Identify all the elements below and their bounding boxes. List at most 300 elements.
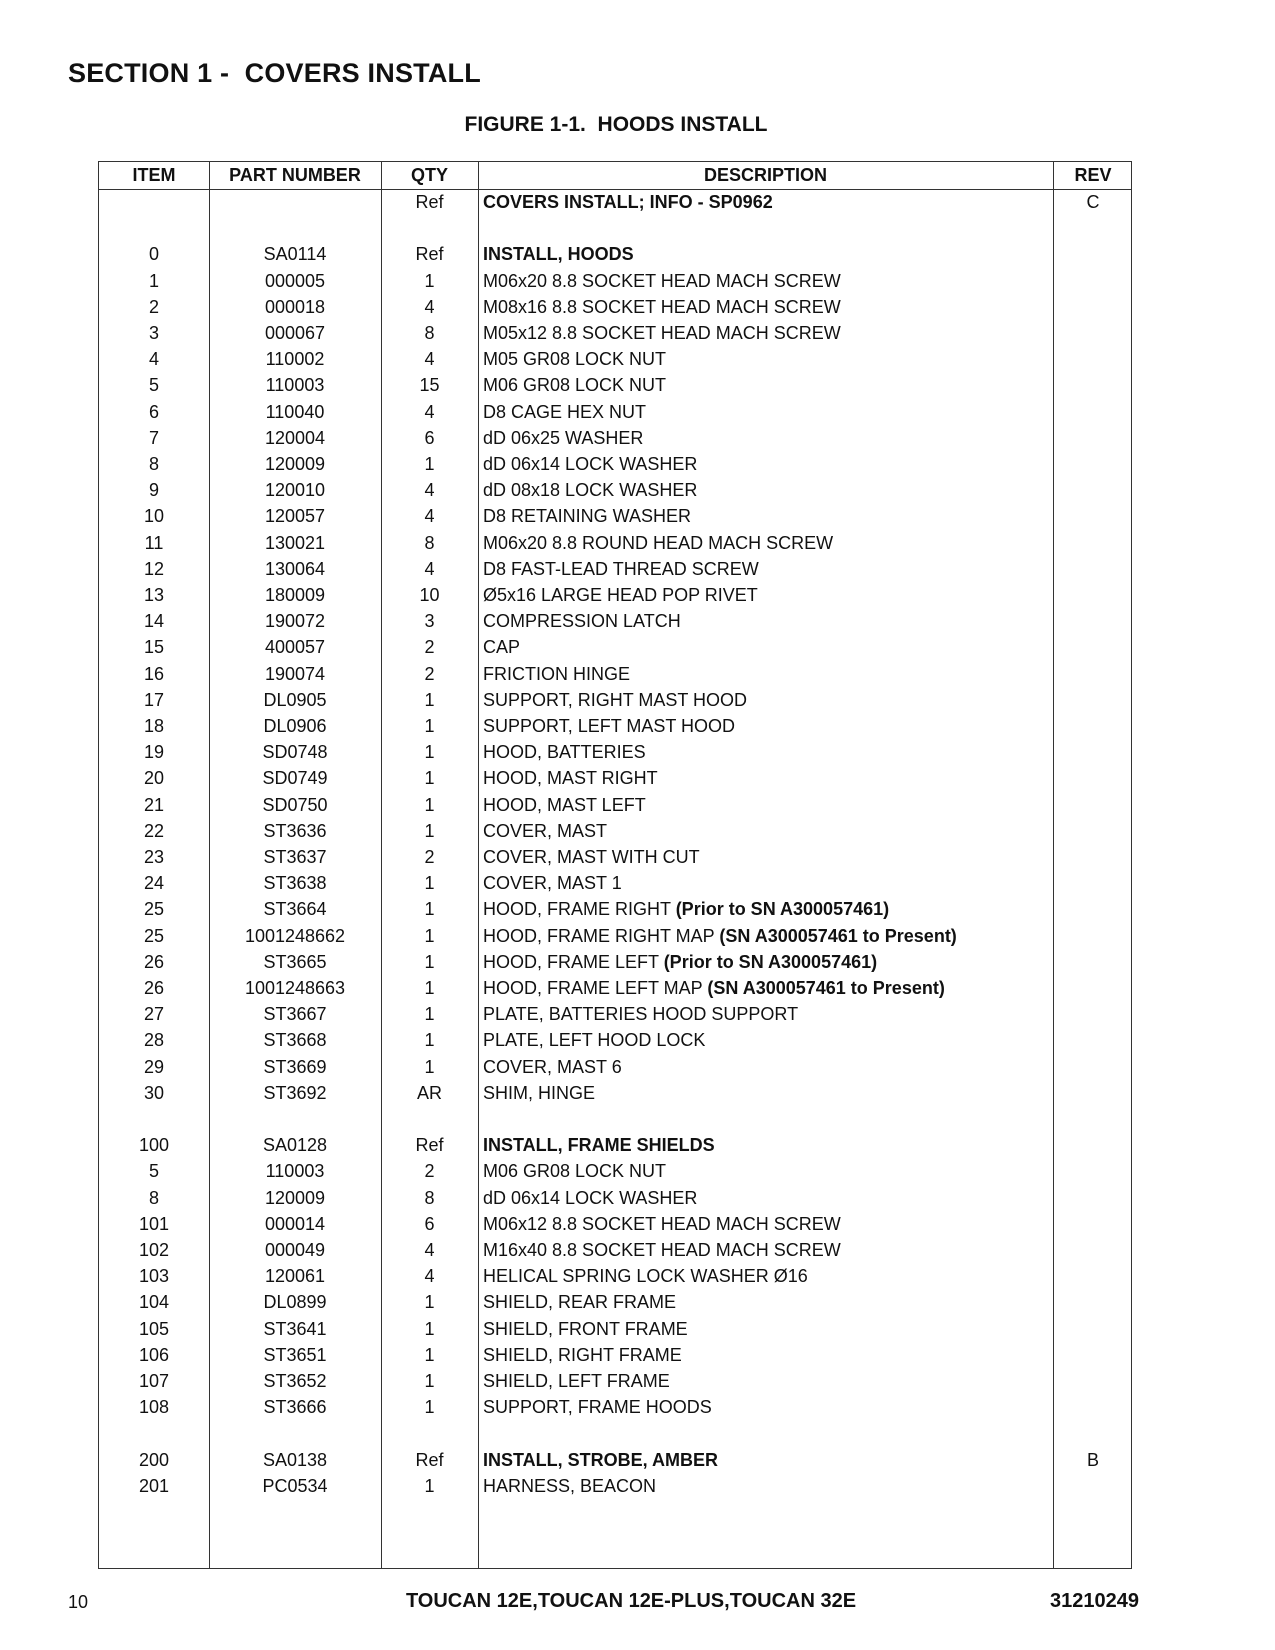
part-number-cell: DL0905 — [263, 689, 327, 710]
part-number-cell: 120057 — [264, 506, 326, 527]
rev-cell — [1053, 1394, 1133, 1421]
description-cell — [483, 1342, 1053, 1369]
description-cell — [483, 1237, 1053, 1264]
qty-cell: 10 — [419, 585, 440, 605]
part-number-cell: SA0128 — [262, 1135, 328, 1156]
qty-cell: 4 — [424, 349, 435, 370]
description-cell — [483, 294, 1053, 321]
rev-cell — [1053, 818, 1133, 845]
item-cell: 20 — [143, 768, 165, 789]
description-text: HOOD, FRAME RIGHT — [483, 899, 676, 920]
description-text: FRICTION HINGE — [483, 663, 630, 684]
qty-cell: 1 — [424, 1475, 435, 1496]
header-rev: REV — [1074, 165, 1112, 185]
item-cell: 28 — [143, 1030, 165, 1051]
table-row — [99, 844, 1131, 871]
table-row — [99, 713, 1131, 740]
part-number-cell: 000049 — [264, 1240, 326, 1260]
part-number-cell: SD0750 — [262, 794, 328, 815]
description-text: SHIELD, FRONT FRAME — [483, 1318, 688, 1339]
qty-cell: 1 — [424, 820, 435, 841]
qty-cell: 3 — [424, 611, 435, 632]
part-number-cell: ST3668 — [263, 1030, 327, 1051]
description-text: D8 CAGE HEX NUT — [483, 401, 647, 422]
item-cell: 8 — [148, 1187, 159, 1208]
qty-cell: 1 — [424, 716, 435, 736]
description-text: SHIM, HINGE — [483, 1082, 596, 1103]
part-number-cell: 130064 — [264, 558, 326, 579]
part-number-cell: ST3651 — [263, 1344, 327, 1365]
qty-cell: 4 — [424, 296, 435, 317]
qty-cell: 1 — [424, 925, 435, 946]
table-row — [99, 870, 1131, 897]
rev-cell — [1053, 765, 1133, 792]
rev-cell — [1053, 1342, 1133, 1369]
qty-cell: 4 — [424, 558, 435, 579]
qty-cell: Ref — [415, 1449, 444, 1470]
qty-cell: 1 — [424, 768, 435, 789]
description-text: HOOD, FRAME LEFT MAP — [483, 978, 708, 998]
rev-cell — [1053, 896, 1133, 923]
description-text: HOOD, FRAME RIGHT MAP — [483, 925, 720, 946]
rev-cell — [1053, 1237, 1133, 1264]
table-header-row — [99, 162, 1131, 189]
item-cell: 1 — [148, 270, 159, 291]
description-cell — [483, 1027, 1053, 1054]
description-text: M05 GR08 LOCK NUT — [483, 349, 667, 370]
qty-cell: 1 — [424, 1371, 435, 1391]
table-row — [99, 687, 1131, 714]
part-number-cell: 120009 — [264, 1187, 326, 1208]
part-number-cell: DL0899 — [263, 1292, 327, 1313]
description-text: SUPPORT, FRAME HOODS — [483, 1397, 712, 1418]
qty-cell: 2 — [424, 1161, 435, 1182]
table-row — [99, 477, 1131, 504]
table-row — [99, 634, 1131, 661]
qty-cell: 4 — [424, 1266, 435, 1287]
rev-cell — [1053, 582, 1133, 609]
rev-cell — [1053, 451, 1133, 478]
description-cell — [483, 1080, 1053, 1107]
rev-cell — [1053, 1001, 1133, 1028]
serial-range-note: (SN A300057461 to Present) — [707, 978, 945, 998]
qty-cell: 1 — [424, 742, 435, 763]
description-text: dD 06x14 LOCK WASHER — [483, 1187, 698, 1208]
qty-cell: Ref — [415, 244, 444, 265]
rev-cell — [1053, 661, 1133, 688]
item-cell: 100 — [138, 1135, 170, 1156]
item-cell: 12 — [143, 558, 165, 579]
rev-cell — [1053, 1054, 1133, 1081]
description-cell — [483, 1447, 1053, 1474]
part-number-cell: DL0906 — [263, 716, 327, 736]
description-text: COVERS INSTALL; INFO - SP0962 — [483, 192, 773, 212]
table-row — [99, 320, 1131, 347]
item-cell: 101 — [138, 1213, 170, 1234]
item-cell: 26 — [143, 951, 165, 972]
table-row — [99, 189, 1131, 216]
item-cell: 25 — [143, 925, 165, 946]
qty-cell: 8 — [424, 323, 435, 343]
qty-cell: 8 — [424, 1187, 435, 1208]
table-row — [99, 503, 1131, 530]
table-row — [99, 1080, 1131, 1107]
description-text: D8 RETAINING WASHER — [483, 506, 692, 527]
item-cell: 15 — [143, 637, 165, 658]
table-row — [99, 1342, 1131, 1369]
description-text: PLATE, LEFT HOOD LOCK — [483, 1030, 706, 1051]
table-row — [99, 1054, 1131, 1081]
rev-cell — [1053, 399, 1133, 426]
qty-cell: 15 — [419, 375, 440, 396]
description-cell — [483, 372, 1053, 399]
table-row — [99, 1211, 1131, 1238]
rev-cell — [1053, 241, 1133, 268]
table-row — [99, 975, 1131, 1002]
table-row — [99, 1185, 1131, 1212]
table-row — [99, 241, 1131, 268]
item-cell: 5 — [148, 1161, 159, 1182]
qty-cell: 1 — [424, 978, 435, 998]
description-text: HOOD, MAST LEFT — [483, 794, 646, 815]
description-cell — [483, 818, 1053, 845]
serial-range-note: (Prior to SN A300057461) — [675, 899, 890, 920]
part-number-cell — [209, 189, 381, 216]
description-cell — [483, 1001, 1053, 1028]
description-text: HOOD, FRAME LEFT — [483, 951, 664, 972]
qty-cell: 1 — [424, 454, 435, 474]
serial-range-note: (SN A300057461 to Present) — [719, 925, 957, 946]
description-cell — [483, 870, 1053, 897]
description-cell — [483, 1473, 1053, 1500]
item-cell: 30 — [143, 1082, 165, 1103]
description-cell — [483, 1054, 1053, 1081]
part-number-cell: PC0534 — [262, 1475, 328, 1496]
part-number-cell: 000018 — [264, 296, 326, 317]
part-number-cell: ST3665 — [263, 951, 327, 972]
table-row — [99, 372, 1131, 399]
part-number-cell: SD0748 — [262, 742, 328, 763]
rev-cell — [1053, 425, 1133, 452]
header-description: DESCRIPTION — [703, 165, 827, 185]
rev-cell — [1053, 530, 1133, 557]
description-text: M06 GR08 LOCK NUT — [483, 375, 667, 396]
description-text: M16x40 8.8 SOCKET HEAD MACH SCREW — [483, 1240, 841, 1260]
description-cell — [483, 425, 1053, 452]
description-cell — [483, 556, 1053, 583]
parts-table — [98, 161, 1132, 1569]
part-number-cell: 120010 — [264, 480, 326, 501]
qty-cell: 1 — [424, 1344, 435, 1365]
item-cell: 10 — [143, 506, 165, 527]
rev-cell — [1053, 268, 1133, 295]
part-number-cell: 000014 — [264, 1213, 326, 1234]
table-row — [99, 1001, 1131, 1028]
description-cell — [483, 975, 1053, 1002]
part-number-cell: ST3669 — [263, 1056, 327, 1077]
description-cell — [483, 503, 1053, 530]
description-text: SUPPORT, LEFT MAST HOOD — [483, 716, 736, 736]
description-cell — [483, 1132, 1053, 1159]
description-cell — [483, 765, 1053, 792]
table-row — [99, 792, 1131, 819]
item-cell: 21 — [143, 794, 165, 815]
description-text: CAP — [483, 637, 521, 658]
description-text: COVER, MAST — [483, 820, 608, 841]
rev-cell — [1053, 634, 1133, 661]
page-number: 10 — [68, 1592, 89, 1612]
table-row — [99, 346, 1131, 373]
qty-cell: Ref — [415, 192, 444, 212]
rev-cell — [1053, 713, 1133, 740]
rev-cell — [1053, 1132, 1133, 1159]
table-row — [99, 1368, 1131, 1395]
item-cell: 4 — [148, 349, 159, 370]
rev-cell — [1053, 503, 1133, 530]
table-row — [99, 1263, 1131, 1290]
qty-cell: 1 — [424, 1004, 435, 1025]
item-cell: 103 — [138, 1266, 170, 1287]
section-title: SECTION 1 - COVERS INSTALL — [68, 58, 481, 88]
item-cell: 8 — [148, 454, 159, 474]
description-cell — [483, 661, 1053, 688]
description-text: M05x12 8.8 SOCKET HEAD MACH SCREW — [483, 323, 841, 343]
rev-cell — [1053, 608, 1133, 635]
qty-cell: 4 — [424, 480, 435, 501]
table-row — [99, 661, 1131, 688]
description-cell — [483, 268, 1053, 295]
qty-cell: 1 — [424, 689, 435, 710]
item-cell: 102 — [138, 1240, 170, 1260]
qty-cell: 6 — [424, 427, 435, 448]
header-item: ITEM — [132, 165, 176, 185]
description-cell — [483, 608, 1053, 635]
table-row — [99, 896, 1131, 923]
rev-cell — [1053, 1211, 1133, 1238]
rev-cell — [1053, 1080, 1133, 1107]
qty-cell: 4 — [424, 1240, 435, 1260]
description-text: dD 08x18 LOCK WASHER — [483, 480, 698, 501]
description-cell — [483, 1289, 1053, 1316]
item-cell: 7 — [148, 427, 159, 448]
description-text: INSTALL, HOODS — [483, 244, 634, 265]
footer-title: TOUCAN 12E,TOUCAN 12E-PLUS,TOUCAN 32E — [405, 1590, 857, 1612]
description-cell — [483, 687, 1053, 714]
rev-cell — [1053, 1158, 1133, 1185]
description-text: COVER, MAST 1 — [483, 873, 622, 894]
table-row — [99, 1027, 1131, 1054]
rev-cell — [1053, 556, 1133, 583]
description-cell — [483, 844, 1053, 871]
description-text: COMPRESSION LATCH — [483, 611, 681, 632]
rev-cell — [1053, 1027, 1133, 1054]
description-cell — [483, 346, 1053, 373]
description-text: Ø5x16 LARGE HEAD POP RIVET — [483, 585, 758, 605]
description-text: COVER, MAST 6 — [483, 1056, 622, 1077]
rev-cell — [1053, 792, 1133, 819]
description-cell — [483, 582, 1053, 609]
item-cell: 29 — [143, 1056, 165, 1077]
item-cell: 13 — [143, 585, 165, 605]
rev-cell — [1053, 477, 1133, 504]
rev-cell — [1053, 687, 1133, 714]
description-text: SHIELD, REAR FRAME — [483, 1292, 677, 1313]
description-text: SUPPORT, RIGHT MAST HOOD — [483, 689, 748, 710]
rev-cell — [1053, 949, 1133, 976]
description-text: HOOD, MAST RIGHT — [483, 768, 658, 789]
description-cell — [483, 1211, 1053, 1238]
item-cell: 0 — [148, 244, 159, 265]
qty-cell: 1 — [424, 1292, 435, 1313]
description-cell — [483, 713, 1053, 740]
part-number-cell: 120009 — [264, 454, 326, 474]
serial-range-note: (Prior to SN A300057461) — [663, 951, 878, 972]
table-row — [99, 268, 1131, 295]
part-number-cell: 120004 — [264, 427, 326, 448]
item-cell: 200 — [138, 1449, 170, 1470]
part-number-cell: 120061 — [264, 1266, 326, 1287]
qty-cell: 4 — [424, 401, 435, 422]
document-number: 31210249 — [1050, 1590, 1139, 1612]
item-cell: 25 — [143, 899, 165, 920]
part-number-cell: 110040 — [265, 401, 325, 422]
part-number-cell: SA0114 — [263, 244, 327, 265]
part-number-cell: 1001248662 — [244, 925, 346, 946]
table-row — [99, 425, 1131, 452]
table-row — [99, 765, 1131, 792]
description-cell — [483, 1368, 1053, 1395]
description-cell — [483, 530, 1053, 557]
rev-cell — [1053, 844, 1133, 871]
description-cell — [483, 477, 1053, 504]
rev-cell — [1053, 1316, 1133, 1343]
description-cell — [483, 1316, 1053, 1343]
description-text: HELICAL SPRING LOCK WASHER Ø16 — [483, 1266, 808, 1287]
part-number-cell: 000005 — [264, 270, 326, 291]
part-number-cell: 110003 — [265, 1161, 325, 1182]
qty-cell: 1 — [424, 899, 435, 920]
item-cell: 27 — [143, 1004, 165, 1025]
description-text: PLATE, BATTERIES HOOD SUPPORT — [483, 1004, 799, 1025]
item-cell: 24 — [143, 873, 165, 894]
table-row — [99, 949, 1131, 976]
qty-cell: 1 — [424, 1318, 435, 1339]
description-text: INSTALL, FRAME SHIELDS — [483, 1135, 715, 1156]
item-cell: 106 — [138, 1344, 170, 1365]
description-cell — [483, 792, 1053, 819]
description-text: M06x12 8.8 SOCKET HEAD MACH SCREW — [483, 1213, 841, 1234]
rev-cell — [1053, 1263, 1133, 1290]
part-number-cell: ST3638 — [263, 873, 327, 894]
part-number-cell: 130021 — [264, 532, 326, 553]
item-cell: 201 — [138, 1475, 170, 1496]
item-cell: 3 — [148, 323, 159, 343]
description-text: HOOD, BATTERIES — [483, 742, 646, 763]
description-text: dD 06x14 LOCK WASHER — [483, 454, 698, 474]
description-cell — [483, 1185, 1053, 1212]
table-row — [99, 530, 1131, 557]
part-number-cell: SD0749 — [262, 768, 328, 789]
qty-cell: 1 — [424, 1397, 435, 1418]
item-cell: 18 — [143, 716, 165, 736]
part-number-cell: ST3636 — [263, 820, 327, 841]
table-row — [99, 923, 1131, 950]
description-text: COVER, MAST WITH CUT — [483, 847, 700, 867]
item-cell: 2 — [148, 296, 159, 317]
qty-cell: 2 — [424, 637, 435, 658]
table-row — [99, 1158, 1131, 1185]
qty-cell: 1 — [424, 794, 435, 815]
item-cell: 16 — [143, 663, 165, 684]
table-row — [99, 1132, 1131, 1159]
item-cell: 14 — [143, 611, 165, 632]
part-number-cell: ST3637 — [263, 847, 327, 867]
qty-cell: 4 — [424, 506, 435, 527]
qty-cell: 6 — [424, 1213, 435, 1234]
description-cell — [483, 949, 1053, 976]
part-number-cell: 110002 — [265, 349, 325, 370]
qty-cell: 8 — [424, 532, 435, 553]
part-number-cell: 180009 — [264, 585, 326, 605]
description-cell — [483, 451, 1053, 478]
part-number-cell: ST3692 — [263, 1082, 327, 1103]
item-cell — [99, 189, 209, 216]
table-row — [99, 1316, 1131, 1343]
part-number-cell: ST3666 — [263, 1397, 327, 1418]
part-number-cell: SA0138 — [262, 1449, 328, 1470]
rev-cell — [1053, 739, 1133, 766]
rev-cell — [1053, 975, 1133, 1002]
qty-cell: 1 — [424, 1030, 435, 1051]
description-text: M08x16 8.8 SOCKET HEAD MACH SCREW — [483, 296, 841, 317]
description-cell — [483, 320, 1053, 347]
rev-cell — [1053, 1289, 1133, 1316]
description-cell — [483, 896, 1053, 923]
part-number-cell: 190074 — [264, 663, 326, 684]
rev-cell — [1053, 1368, 1133, 1395]
rev-cell — [1053, 346, 1133, 373]
table-row — [99, 1473, 1131, 1500]
table-row — [99, 1237, 1131, 1264]
part-number-cell: 000067 — [264, 323, 326, 343]
item-cell: 107 — [138, 1371, 170, 1391]
rev-cell — [1053, 320, 1133, 347]
item-cell: 22 — [143, 820, 165, 841]
description-cell — [483, 241, 1053, 268]
rev-cell — [1053, 1473, 1133, 1500]
description-cell — [483, 399, 1053, 426]
item-cell: 104 — [138, 1292, 170, 1313]
description-cell — [483, 1263, 1053, 1290]
qty-cell: 1 — [424, 1056, 435, 1077]
qty-cell: 1 — [424, 270, 435, 291]
description-text: SHIELD, LEFT FRAME — [483, 1371, 670, 1391]
qty-cell: 2 — [424, 663, 435, 684]
rev-cell — [1053, 294, 1133, 321]
description-cell — [483, 634, 1053, 661]
description-text: M06 GR08 LOCK NUT — [483, 1161, 667, 1182]
description-text: M06x20 8.8 SOCKET HEAD MACH SCREW — [483, 270, 841, 291]
description-text: SHIELD, RIGHT FRAME — [483, 1344, 682, 1365]
rev-cell — [1053, 372, 1133, 399]
item-cell: 26 — [143, 978, 165, 998]
part-number-cell: ST3641 — [263, 1318, 327, 1339]
table-row — [99, 608, 1131, 635]
qty-cell: Ref — [415, 1135, 444, 1156]
rev-cell — [1053, 923, 1133, 950]
part-number-cell: 190072 — [264, 611, 326, 632]
item-cell: 5 — [148, 375, 159, 396]
